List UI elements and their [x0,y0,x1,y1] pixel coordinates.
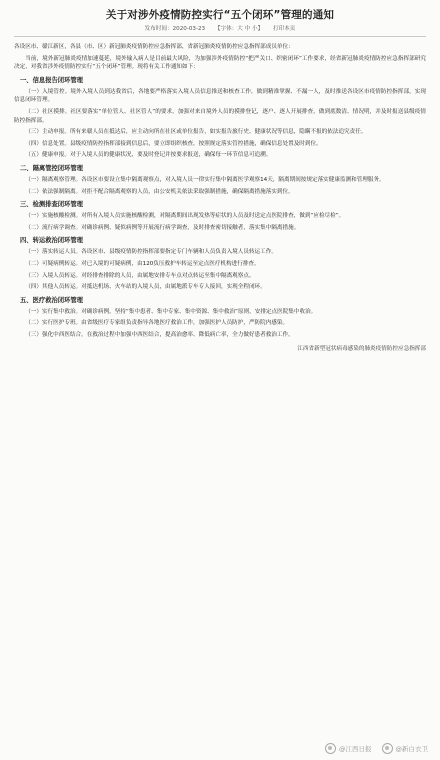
section-paragraph: （二）流行病学调查。对确诊病例、疑似病例等开展流行病学调查，及时排查密切接触者，落实集中隔离措施。 [25,224,300,231]
section-paragraph: （二）社区摸排。社区要落实“单位管人、社区管人”的要求，加强对来自境外人员的摸排登记，逐户、逐人开展排查，做到底数清、情况明，并及时报送县级疫情防控指挥部。 [14,108,426,124]
section-paragraph: （二）可疑病例转运。对已入境的可疑病例，由120负压救护车转运至定点医疗机构进行排查。 [25,260,260,267]
main-paragraph: 当前，境外新冠肺炎疫情加速蔓延，境外输入病人是目前最大风险，为加强涉外疫情防控“把严关口、织密闭环”工作要求，经省新冠肺炎疫情防控应急指挥部研究决定，对我省涉外疫情防控实行“五个闭环”管理。现将有关工作通知如下： [14,55,426,71]
font-size-controls[interactable]: 【字体：大 中 小】 [214,26,264,32]
weibo-icon [325,743,336,754]
section-paragraph: （一）隔离观察管理。各设区市要设立集中隔离观察点，对入境人员一律实行集中隔离医学观察14天，隔离期间按规定落实健康监测和管理服务。 [25,176,385,183]
section-1 [14,76,426,160]
section-paragraph: （三）强化中西医结合。在救治过程中加强中西医结合，提高治愈率、降低病亡率，全力做好患者救治工作。 [25,331,294,338]
section-paragraph: （五）健康申报。对于入境人员的健康状况，要及时登记并按要求报送，确保每一环节信息可追溯。 [25,152,272,159]
document-meta [14,25,426,33]
section-paragraph: （一）实施核酸检测。对所有入境人员实施核酸检测，对隔离期间出现发热等症状的人员及时送定点医院排查，做到“应检尽检”。 [25,213,345,220]
issuing-organization: 江西省新型冠状病毒感染的肺炎疫情防控应急指挥部 [297,346,426,353]
intro-text: 各设区市、赣江新区，各县（市、区）新冠肺炎疫情防控应急指挥部，省新冠肺炎疫情防控应急指挥部成员单位： [14,44,294,50]
watermark [325,743,428,754]
section-paragraph: （一）落实转运人员。各设区市、县级疫情防控指挥部要指定专门车辆和人员负责入境人员转运工作。 [25,249,277,256]
section-paragraph: （四）信息处置。县级疫情防控指挥部接到信息后，要立即组织核查，按照规定落实管控措施，确保信息处置及时到位。 [25,140,322,147]
section-paragraph: （三）入境人员转运。对经排查排除的人员，由属地安排专车点对点转运至集中隔离观察点。 [25,272,255,279]
section-heading: 二、隔离管控闭环管理 [20,164,83,172]
watermark-left [325,743,372,754]
watermark-left-text: @江西日报 [339,745,372,753]
section-paragraph: （一）实行集中救治。对确诊病例，坚持“集中患者、集中专家、集中资源、集中救治”原则，安排定点医院集中收治。 [25,308,317,315]
print-link[interactable]: 打印本页 [272,26,296,32]
section-heading: 五、医疗救治闭环管理 [20,296,83,304]
section-paragraph: （一）入境管控。境外入境人员到达我省后，各地要严格落实入境人员信息推送和核查工作，做到精准掌握、不漏一人，及时推送各设区市疫情防控指挥部，实现信息闭环管理。 [14,88,426,104]
section-heading: 三、检测排查闭环管理 [20,201,83,209]
publish-date: 发布时间：2020-03-23 [144,26,206,32]
section-paragraph: （二）实行医护专班。由省级医疗专家组负责指导各地医疗救治工作，加强医护人员防护，严防院内感染。 [25,320,289,327]
section-3 [14,200,426,232]
section-heading: 四、转运救治闭环管理 [20,237,83,245]
section-paragraph: （三）主动申报。所有来赣人员在抵达后，应主动向所在社区或单位报告，如实报告旅行史、健康状况等信息，隐瞒不报的依法追究责任。 [25,129,367,136]
section-heading: 一、信息报告闭环管理 [20,76,83,84]
watermark-right-text: @新白衣卫 [395,745,428,753]
section-5 [14,296,426,340]
section-4 [14,236,426,291]
section-2 [14,164,426,196]
section-paragraph: （四）其他人员转运。对抵达机场、火车站的入境人员，由属地派专车专人接回，实现全程闭环。 [25,284,266,291]
watermark-right [382,743,429,754]
page-title: 关于对涉外疫情防控实行“五个闭环”管理的通知 [105,9,335,21]
title-divider [14,36,426,37]
weibo-icon [382,743,393,754]
section-paragraph: （二）依法强制隔离。对拒不配合隔离观察的人员，由公安机关依法采取强制措施，确保隔离措施落实到位。 [25,188,294,195]
